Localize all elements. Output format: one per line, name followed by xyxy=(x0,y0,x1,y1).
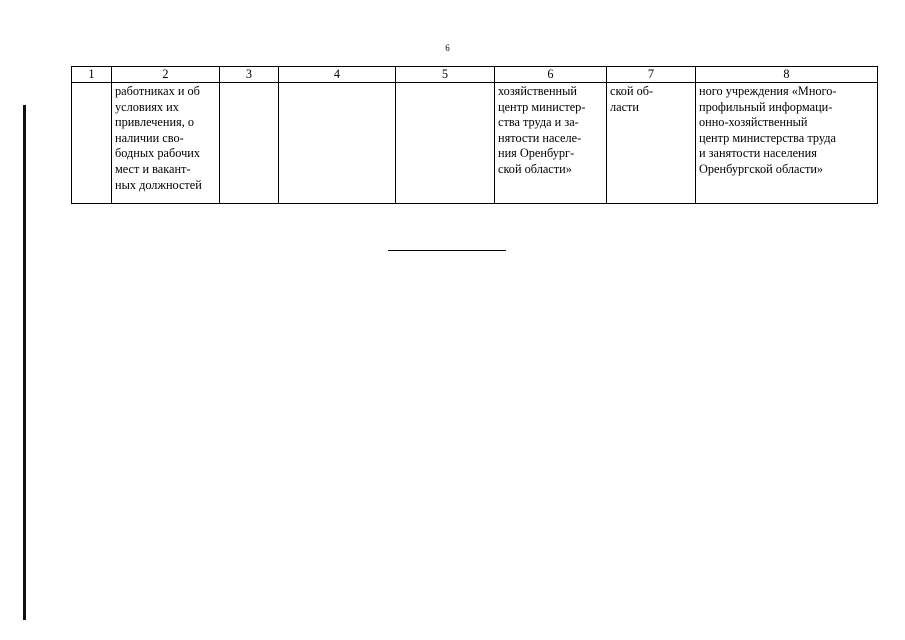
cell-text-line: ской об- xyxy=(610,84,654,98)
cell-text-line: привлечения, о xyxy=(115,115,194,130)
table-row xyxy=(72,83,878,204)
cell-text-line: ного учреждения «Много- xyxy=(699,84,837,98)
page-number: 6 xyxy=(445,43,450,53)
cell-text-line: ства труда и за- xyxy=(498,115,579,130)
cell-text-line: работниках и об xyxy=(115,84,200,98)
cell-text-line: ных должностей xyxy=(115,177,202,192)
cell-text-line: центр министер- xyxy=(498,99,586,114)
cell-text-line: онно-хозяйственный xyxy=(699,115,808,130)
column-header-5: 5 xyxy=(396,67,495,83)
cell-text-line: профильный информаци- xyxy=(699,99,833,114)
cell-text-line: хозяйственный xyxy=(498,84,577,98)
column-header-3: 3 xyxy=(220,67,279,83)
column-header-1: 1 xyxy=(72,67,112,83)
cell-col-3 xyxy=(220,83,279,204)
cell-text-line: нятости населе- xyxy=(498,130,582,145)
section-divider-line xyxy=(388,250,506,251)
cell-text-line: и занятости населения xyxy=(699,146,817,161)
cell-col-7 xyxy=(607,83,696,204)
cell-text-line: Оренбургской области» xyxy=(699,161,824,176)
cell-col-1 xyxy=(72,83,112,204)
cell-text-line: центр министерства труда xyxy=(699,130,836,145)
scan-edge-line xyxy=(23,105,26,620)
cell-text-line: наличии сво- xyxy=(115,130,184,145)
cell-col-8 xyxy=(696,83,878,204)
cell-col-6 xyxy=(495,83,607,204)
cell-text-line: ния Оренбург- xyxy=(498,146,575,161)
cell-text-line: ской области» xyxy=(498,161,572,176)
column-header-7: 7 xyxy=(607,67,696,83)
cell-text-line: условиях их xyxy=(115,99,179,114)
data-table xyxy=(71,66,878,204)
cell-text-line: ласти xyxy=(610,99,640,114)
column-header-8: 8 xyxy=(696,67,878,83)
cell-text-line: мест и вакант- xyxy=(115,161,191,176)
cell-col-2 xyxy=(112,83,220,204)
column-header-4: 4 xyxy=(279,67,396,83)
cell-col-4 xyxy=(279,83,396,204)
cell-text-line: бодных рабочих xyxy=(115,146,200,161)
table-header-row xyxy=(72,67,878,83)
column-header-2: 2 xyxy=(112,67,220,83)
cell-col-5 xyxy=(396,83,495,204)
column-header-6: 6 xyxy=(495,67,607,83)
